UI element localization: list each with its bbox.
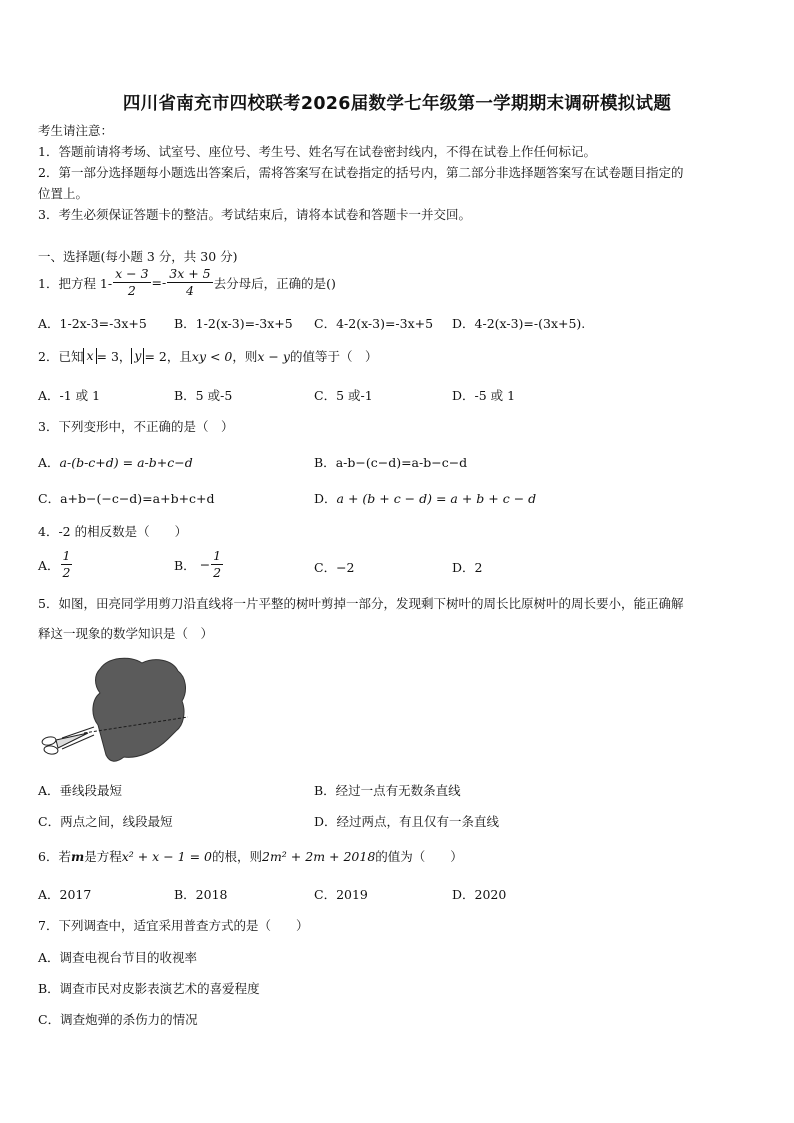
question-2-stem bbox=[38, 347, 377, 365]
q6-var: m bbox=[70, 849, 85, 864]
leaf-scissors-figure bbox=[38, 655, 188, 770]
q6-option-a: A．2017 bbox=[38, 887, 92, 902]
q6-option-d: D．2020 bbox=[452, 887, 507, 902]
q7-option-c: C．调查炮弹的杀伤力的情况 bbox=[38, 1012, 198, 1027]
q4-option-b-num: 1 bbox=[213, 548, 222, 563]
q6-suffix: 的值为（ ） bbox=[375, 849, 463, 864]
q1-fraction-1-den: 2 bbox=[127, 283, 136, 298]
q3-option-c-text: a+b−(−c−d)=a+b+c+d bbox=[60, 491, 215, 506]
q4-option-b bbox=[174, 548, 224, 581]
q2-expression: x − y bbox=[257, 348, 290, 364]
q2-option-c: C．5 或-1 bbox=[314, 388, 373, 403]
q4-option-b-label: B． bbox=[174, 557, 196, 573]
q2-eq1: = 3， bbox=[96, 349, 132, 364]
q2-option-b: B．5 或-5 bbox=[174, 388, 233, 403]
question-5-stem-line-1: 5．如图，田亮同学用剪刀沿直线将一片平整的树叶剪掉一部分，发现剩下树叶的周长比原树叶的周长要小，能正确解 bbox=[38, 596, 684, 611]
q1-fraction-2-den: 4 bbox=[185, 283, 194, 298]
notice-heading: 考生请注意： bbox=[38, 123, 114, 138]
q2-option-a: A．-1 或 1 bbox=[38, 388, 101, 403]
q6-equation: x² + x − 1 = 0 bbox=[121, 849, 212, 864]
q1-mid: =- bbox=[151, 275, 167, 290]
leaf-shape bbox=[93, 658, 186, 761]
q4-option-b-sign: − bbox=[199, 557, 211, 572]
q5-option-d: D．经过两点，有且仅有一条直线 bbox=[314, 814, 500, 829]
q1-fraction-1-num: x − 3 bbox=[115, 266, 149, 281]
q4-option-a-den: 2 bbox=[62, 565, 71, 580]
q3-option-b bbox=[314, 453, 467, 471]
q5-option-b: B．经过一点有无数条直线 bbox=[314, 783, 461, 798]
notice-item-1: 1．答题前请将考场、试室号、座位号、考生号、姓名写在试卷密封线内，不得在试卷上作任何标记。 bbox=[38, 144, 596, 159]
q2-abs-x: x bbox=[83, 348, 96, 364]
q1-prefix: 1．把方程 1- bbox=[38, 275, 113, 291]
q1-option-d: D．4-2(x-3)=-(3x+5). bbox=[452, 316, 586, 331]
q1-fraction-2 bbox=[167, 266, 212, 299]
q3-option-a-math: a-(b-c+d) = a-b+c−d bbox=[59, 455, 193, 470]
q2-abs-y: y bbox=[131, 348, 144, 364]
section-heading: 一、选择题(每小题 3 分，共 30 分) bbox=[38, 249, 238, 264]
q1-option-a: A．1-2x-3=-3x+5 bbox=[38, 316, 147, 331]
q3-option-b-label: B． bbox=[314, 455, 336, 470]
notice-item-3: 3．考生必须保证答题卡的整洁。考试结束后，请将本试卷和答题卡一并交回。 bbox=[38, 207, 471, 222]
q6-option-b: B．2018 bbox=[174, 887, 228, 902]
q6-mid2: 的根，则 bbox=[211, 849, 262, 864]
question-4-stem: 4．-2 的相反数是（ ） bbox=[38, 524, 188, 539]
q4-option-a-label: A． bbox=[38, 557, 60, 573]
q2-option-d: D．-5 或 1 bbox=[452, 388, 516, 403]
q3-option-d-math: a + (b + c − d) = a + b + c − d bbox=[336, 491, 537, 506]
question-3-stem: 3．下列变形中，不正确的是（ ） bbox=[38, 419, 234, 434]
q4-option-c: C．−2 bbox=[314, 560, 355, 575]
q2-suffix: 的值等于（ ） bbox=[289, 349, 378, 364]
question-7-stem: 7．下列调查中，适宜采用普查方式的是（ ） bbox=[38, 918, 309, 933]
q1-option-b: B．1-2(x-3)=-3x+5 bbox=[174, 316, 293, 331]
page-title: 四川省南充市四校联考2026届数学七年级第一学期期末调研模拟试题 bbox=[122, 94, 672, 114]
q6-option-c: C．2019 bbox=[314, 887, 368, 902]
q4-option-b-den: 2 bbox=[213, 565, 222, 580]
q6-mid1: 是方程 bbox=[84, 849, 122, 864]
q6-prefix: 6．若 bbox=[38, 849, 71, 864]
q3-option-c bbox=[38, 489, 215, 507]
q3-option-d bbox=[314, 489, 536, 507]
q3-option-a-label: A． bbox=[38, 455, 60, 470]
q3-option-a bbox=[38, 453, 193, 471]
q2-condition: xy < 0 bbox=[191, 348, 233, 364]
q1-suffix: 去分母后，正确的是() bbox=[213, 275, 336, 291]
q4-option-a bbox=[38, 548, 73, 581]
question-5-stem-line-2: 释这一现象的数学知识是（ ） bbox=[38, 626, 214, 641]
q5-option-a: A．垂线段最短 bbox=[38, 783, 123, 798]
q2-prefix: 2．已知 bbox=[38, 349, 84, 364]
q1-fraction-1 bbox=[113, 266, 150, 299]
q6-expression: 2m² + 2m + 2018 bbox=[262, 849, 376, 864]
q1-option-c: C．4-2(x-3)=-3x+5 bbox=[314, 316, 434, 331]
q4-option-b-fraction bbox=[211, 548, 223, 581]
q2-eq2: = 2，且 bbox=[144, 349, 192, 364]
q3-option-c-label: C． bbox=[38, 491, 61, 506]
q1-fraction-2-num: 3x + 5 bbox=[169, 266, 211, 281]
question-1-stem bbox=[38, 266, 336, 299]
notice-item-2-cont: 位置上。 bbox=[38, 186, 89, 201]
q4-option-a-fraction bbox=[61, 548, 73, 581]
scissors-icon bbox=[41, 727, 94, 755]
q7-option-a: A．调查电视台节目的收视率 bbox=[38, 950, 198, 965]
q4-option-d: D．2 bbox=[452, 560, 483, 575]
q2-mid: ，则 bbox=[232, 349, 258, 364]
q3-option-b-text: a-b−(c−d)=a-b−c−d bbox=[335, 455, 468, 470]
q7-option-b: B．调查市民对皮影表演艺术的喜爱程度 bbox=[38, 981, 260, 996]
notice-item-2: 2．第一部分选择题每小题选出答案后，需将答案写在试卷指定的括号内，第二部分非选择题答案写在试卷题目指定的 bbox=[38, 165, 684, 180]
q5-option-c: C．两点之间，线段最短 bbox=[38, 814, 173, 829]
q3-option-d-label: D． bbox=[314, 491, 337, 506]
q4-option-a-num: 1 bbox=[62, 548, 71, 563]
question-6-stem bbox=[38, 847, 463, 865]
